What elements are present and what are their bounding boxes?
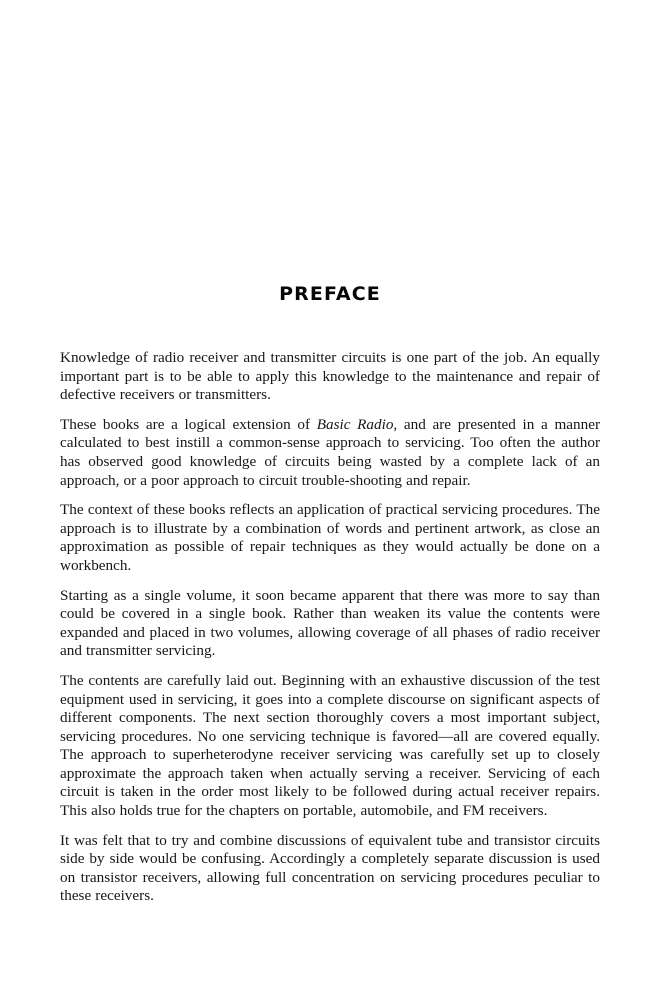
paragraph-5: The contents are carefully laid out. Beginning with an exhaustive discussion of the test equipment used in servicing, it goes into a complete discourse on significant aspects of different components. The next section thoroughly covers a most important subject, servicing procedures. No one servicing technique is favored—all are covered equally. The approach to superheterodyne receiver servicing was carefully set up to closely approximate the approach taken when actually serving a receiver. Servicing of each circuit is taken in the order most likely to be followed during actual receiver repairs. This also holds true for the chapters on portable, automobile, and FM receivers. — [60, 671, 600, 820]
paragraph-4: Starting as a single volume, it soon became apparent that there was more to say than could be covered in a single book. Rather than weaken its value the contents were expanded and placed in two volumes, allowing coverage of all phases of radio receiver and transmitter servicing. — [60, 586, 600, 660]
body-text-block — [60, 349, 600, 906]
paragraph-2-lead: These books are a logical extension of — [60, 415, 317, 433]
paragraph-2-tail: , and are presented in a manner calculated to best instill a common-sense approach to servicing. Too often the author has observed good knowledge of circuits being wasted by a complete lack of an approach, or a poor approach to circuit trouble-shooting and repair. — [60, 415, 600, 489]
paragraph-2 — [60, 416, 600, 490]
paragraph-6: It was felt that to try and combine discussions of equivalent tube and transistor circuits side by side would be confusing. Accordingly a completely separate discussion is used on transistor receivers, allowing full concentration on servicing procedures peculiar to these receivers. — [60, 831, 600, 905]
paragraph-3: The context of these books reflects an application of practical servicing procedures. The approach is to illustrate by a combination of words and pertinent artwork, as close an approximation as possible of repair techniques as they would actually be done on a workbench. — [60, 501, 600, 574]
paragraph-1: Knowledge of radio receiver and transmitter circuits is one part of the job. An equally important part is to be able to apply this knowledge to the maintenance and repair of defective receivers or transmitters. — [60, 349, 600, 404]
book-title-basic-radio: Basic Radio — [316, 415, 394, 433]
page-title: PREFACE — [279, 283, 381, 305]
